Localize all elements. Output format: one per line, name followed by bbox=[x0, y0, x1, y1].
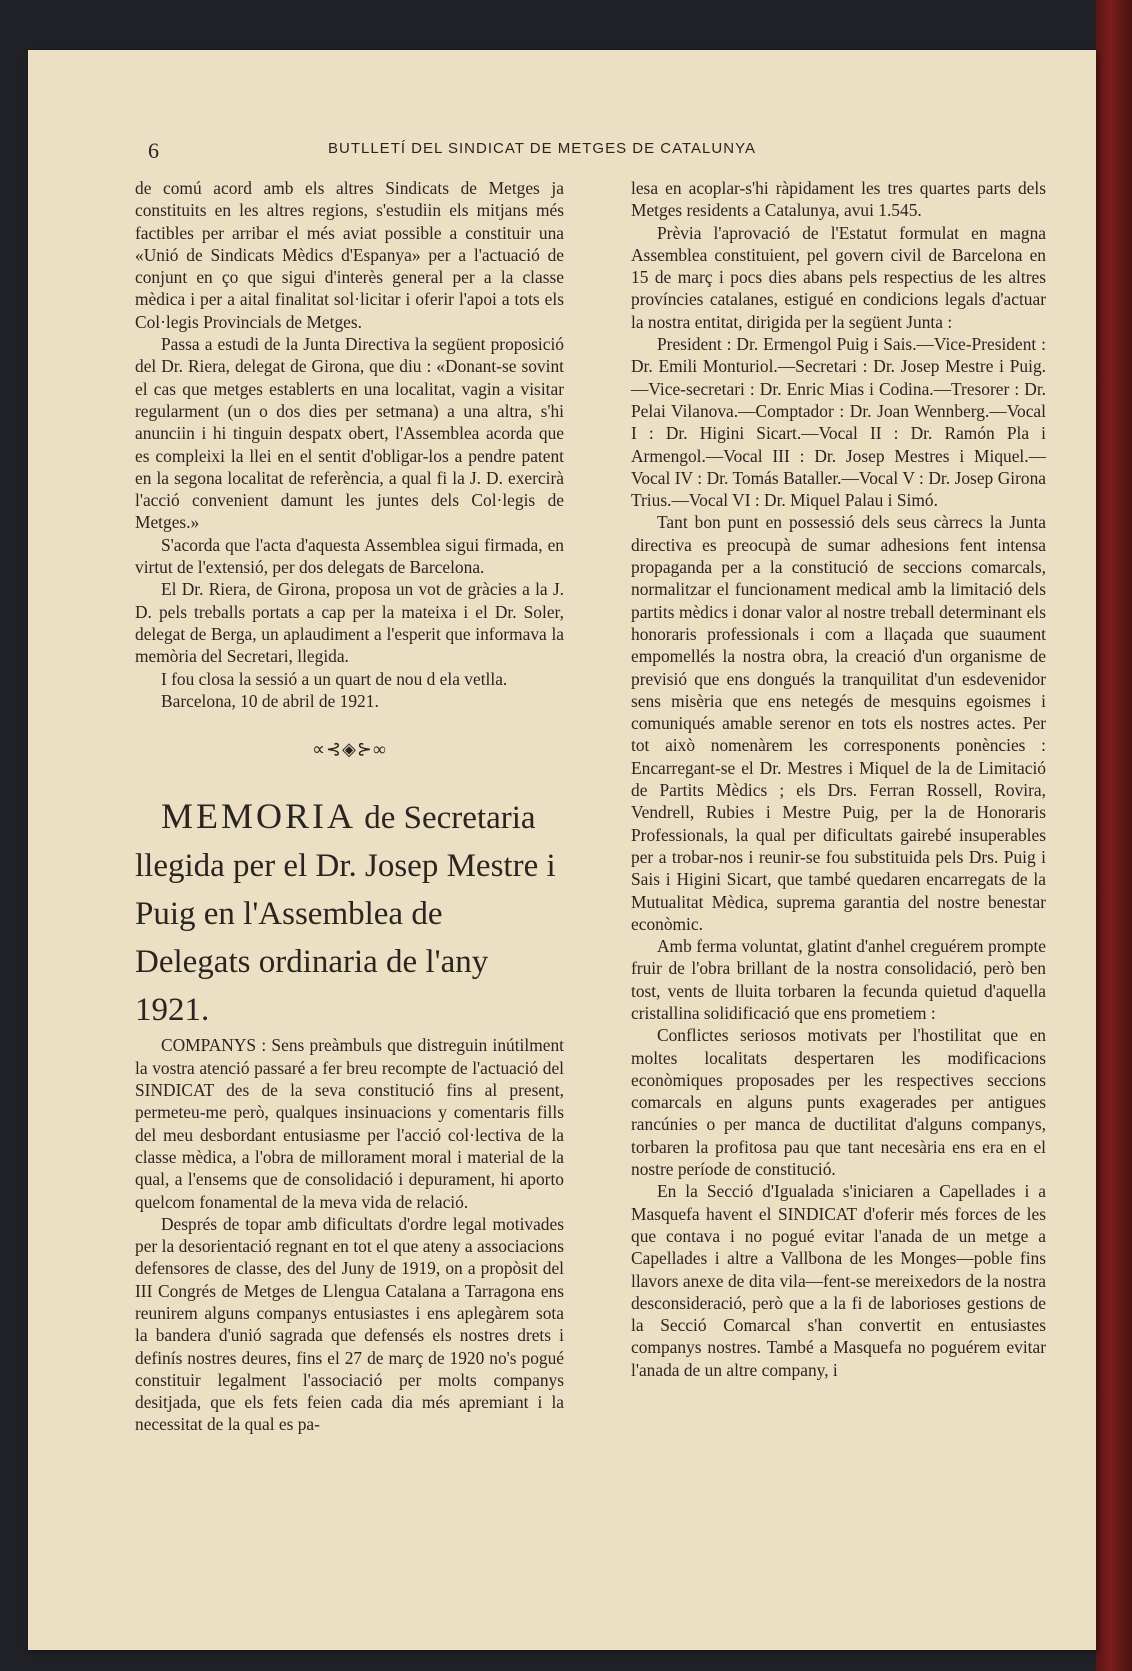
paragraph: Prèvia l'aprovació de l'Estatut formulat en magna Assemblea constituient, pel govern civil de Barcelona en 15 de març i pocs dies abans pels respectius de les altres províncies catalanes, estigué en condicions legals d'actuar la nostra entitat, dirigida per la següent Junta : bbox=[631, 222, 1046, 332]
paragraph: Passa a estudi de la Junta Directiva la següent proposició del Dr. Riera, delegat de Girona, que diu : «Donant-se sovint el cas que metges establerts en una localitat, vagin a visitar regularment (un o dos dies per setmana) a una altra, s'hi anunciin i hi tinguin despatx obert, l'Assemblea acorda que es compleixi la llei en el sentit d'obligar-los a pendre patent en la segona localitat de referència, a qual fi la J. D. exercirà l'acció convenient damunt les juntes dels Col·legis de Metges.» bbox=[135, 334, 564, 533]
paragraph: Després de topar amb dificultats d'ordre legal motivades per la desorientació regnant en tot el que ateny a associacions defensores de classe, des del Juny de 1919, on a propòsit del III Congrés de Metges de Llengua Catalana a Tarragona ens reunirem alguns companys entusiastes i ens aplegàrem sota la bandera d'unió sagrada que defensés els nostres drets i definís nostres deures, fins el 27 de març de 1920 no's pogué constituir legalment l'associació per molts companys desitjada, que els fets feien cada dia més apremiant i la necessitat de la qual es pa- bbox=[135, 1213, 564, 1435]
page bbox=[28, 50, 1096, 1650]
book-spine bbox=[1096, 0, 1132, 1671]
section-title-first-word: MEMORIA bbox=[161, 796, 357, 837]
date-line: Barcelona, 10 de abril de 1921. bbox=[161, 690, 379, 711]
running-head: BUTLLETÍ DEL SINDICAT DE METGES DE CATALUNYA bbox=[328, 140, 756, 157]
paragraph: Tant bon punt en possessió dels seus càrrecs la Junta directiva es preocupà de sumar adhesions fent intensa propaganda per a la constitució de seccions comarcals, normalitzar el funcionament medical amb la limitació dels partits mèdics i donar valor al nostre treball determinant els honoraris professionals i com a llaçada que suaument empomellés la nostra obra, la creació d'un organisme de previsió que ens dongués la tranquilitat d'un esdevenidor sens misèria que ens netegés de mesquins egoismes i comuniqués amable serenor en tots els nostres actes. Per tot això nomenàrem les corresponents ponències : Encarregant-se el Dr. Mestres i Miquel de la de Limitació de Partits Mèdics ; els Drs. Ferran Rossell, Rovira, Vendrell, Rubies i Mestre Puig, per la de Honoraris Professionals, la qual per dificultats gairebé insuperables per a trobar-nos i reunir-se fou substituida pels Drs. Puig i Sais i Higini Sicart, que també quedaren encarregats de la Mutualitat Mèdica, suprema garantia del nostre benestar econòmic. bbox=[631, 512, 1046, 934]
section-title-rest: de Secretaria llegida per el Dr. Josep Mestre i Puig en l'Assemblea de Delegats ordinaria de l'any 1921. bbox=[135, 800, 556, 1029]
paragraph: de comú acord amb els altres Sindicats de Metges ja constituits en les altres regions, s'estudiin els mitjans més factibles per arribar el més aviat possible a constituir una «Unió de Sindicats Mèdics d'Espanya» per a l'actuació de conjunt en ço que sigui d'interès general per a la classe mèdica i per a aital finalitat sol·licitar i oferir l'apoi a tots els Col·legis Provincials de Metges. bbox=[135, 178, 564, 332]
right-column bbox=[631, 177, 1046, 1381]
section-title bbox=[135, 792, 564, 1034]
paragraph: El Dr. Riera, de Girona, proposa un vot de gràcies a la J. D. pels treballs portats a cap per la mateixa i el Dr. Soler, delegat de Berga, un aplaudiment a l'esperit que informava la memòria del Secretari, llegida. bbox=[135, 579, 564, 667]
ornament: ∝⊰◈⊱∞ bbox=[312, 739, 387, 760]
paragraph: S'acorda que l'acta d'aquesta Assemblea sigui firmada, en virtut de l'extensió, per dos delegats de Barcelona. bbox=[135, 534, 564, 578]
page-number: 6 bbox=[148, 138, 159, 163]
paragraph: I fou closa la sessió a un quart de nou d ela vetlla. bbox=[161, 668, 508, 689]
left-column bbox=[135, 177, 564, 1436]
paragraph: En la Secció d'Igualada s'iniciaren a Capellades i a Masquefa havent el SINDICAT d'oferir més forces de les que contava i no pogué evitar l'anada de un metge a Capellades i altre a Vallbona de les Monges—poble fins llavors anexe de dita vila—fent-se mereixedors de la nostra desconsideració, però que a la fi de laborioses gestions de la Secció Comarcal s'han convertit en entusiastes companys nostres. També a Masquefa no poguérem evitar l'anada de un altre company, i bbox=[631, 1181, 1046, 1380]
paragraph: lesa en acoplar-s'hi ràpidament les tres quartes parts dels Metges residents a Catalunya, avui 1.545. bbox=[631, 178, 1046, 221]
paragraph: Amb ferma voluntat, glatint d'anhel creguérem prompte fruir de l'obra brillant de la nostra consolidació, però ben tost, vents de lluita torbaren la fecunda quietud d'aquella cristallina solidificació que ens prometiem : bbox=[631, 936, 1046, 1023]
board-list: President : Dr. Ermengol Puig i Sais.—Vice-President : Dr. Emili Monturiol.—Secretari : Dr. Josep Mestre i Puig.—Vice-secretari : Dr. Enric Mias i Codina.—Tresorer : Dr. Pelai Vilanova.—Comptador : Dr. Joan Wennberg.—Vocal I : Dr. Higini Sicart.—Vocal II : Dr. Ramón Pla i Armengol.—Vocal III : Dr. Josep Mestres i Miquel.—Vocal IV : Dr. Tomás Bataller.—Vocal V : Dr. Josep Girona Trius.—Vocal VI : Dr. Miquel Palau i Simó. bbox=[631, 334, 1046, 511]
paragraph: Conflictes seriosos motivats per l'hostilitat que en moltes localitats despertaren les modificacions econòmiques proposades per les respectives seccions comarcals en alguns punts exagerades per antigues rancúnies o per manca de ductilitat d'alguns companys, torbaren la profitosa pau que tant necesària ens era en el nostre període de constitució. bbox=[631, 1025, 1046, 1180]
paragraph: COMPANYS : Sens preàmbuls que distreguin inútilment la vostra atenció passaré a fer breu recompte de l'actuació del SINDICAT des de la seva constitució fins al present, permeteu-me però, qualques insinuacions y comentaris fills del meu desbordant entusiasme per l'acció col·lectiva de la classe mèdica, a l'obra de millorament moral i material de la qual, a l'ensems que de consolidació i depurament, hi aporto quelcom fonamental de la meva vida de relació. bbox=[135, 1035, 564, 1212]
